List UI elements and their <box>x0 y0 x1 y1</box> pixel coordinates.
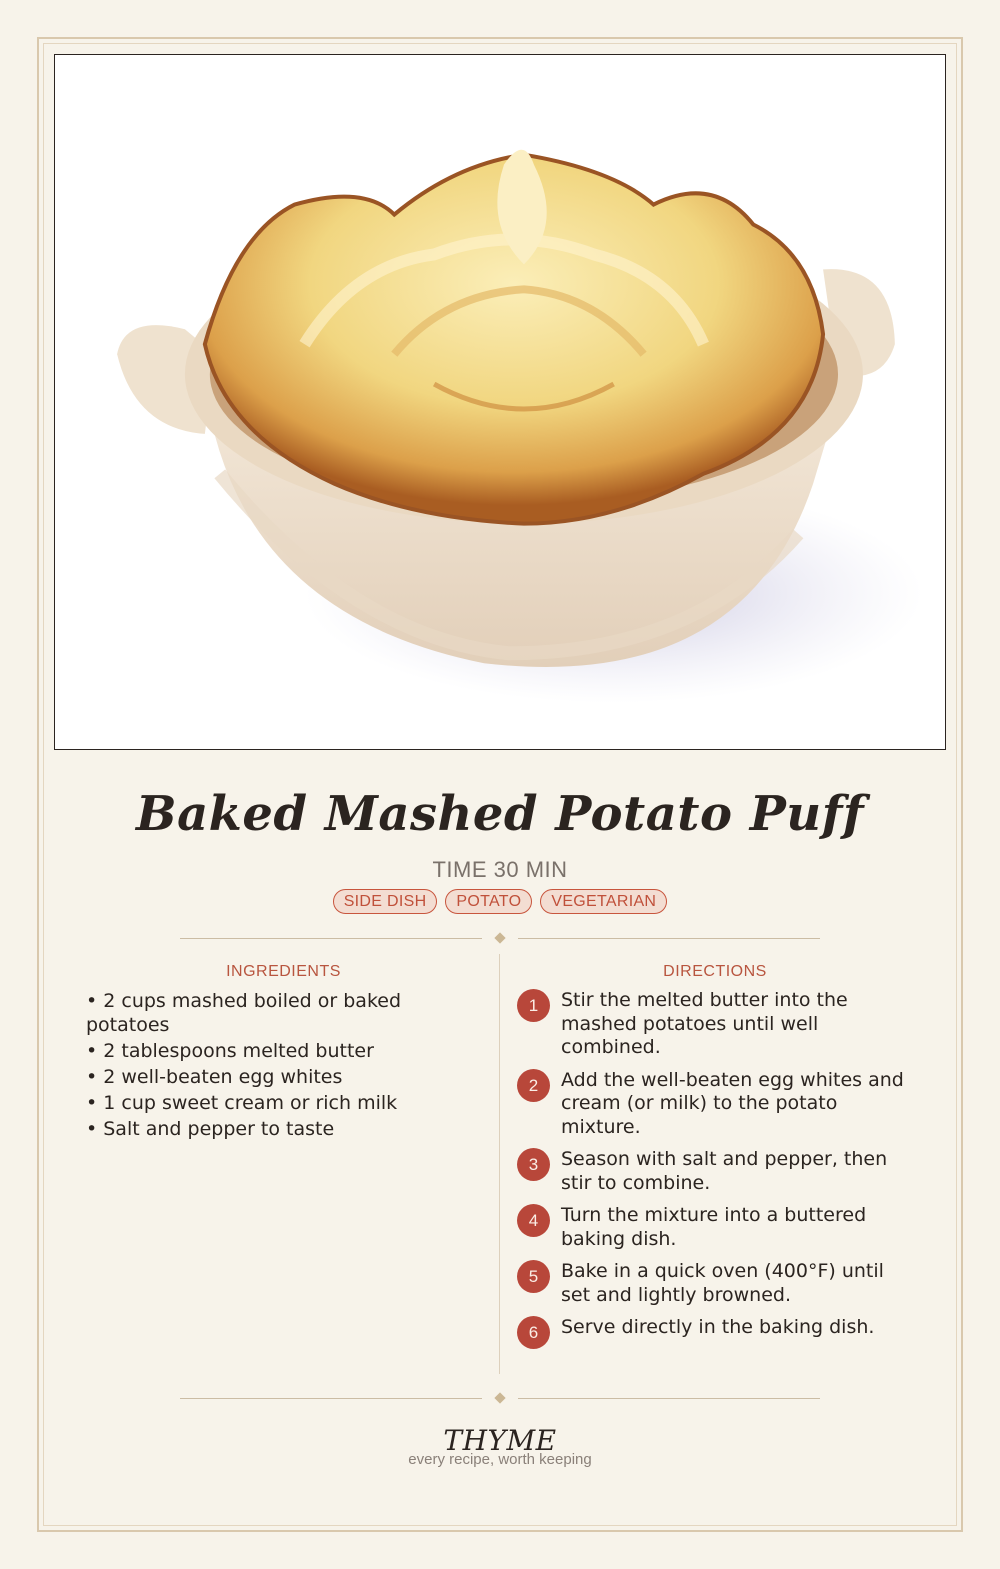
step-text: Season with salt and pepper, then stir to combine. <box>561 1148 888 1194</box>
direction-step <box>517 1069 917 1140</box>
step-number-badge: 6 <box>517 1316 550 1349</box>
tag-potato[interactable]: POTATO <box>445 889 532 914</box>
tag-vegetarian[interactable]: VEGETARIAN <box>540 889 667 914</box>
direction-step <box>517 1204 917 1251</box>
tag-side-dish[interactable]: SIDE DISH <box>333 889 438 914</box>
brand-tagline: every recipe, worth keeping <box>408 1451 592 1468</box>
step-number-badge: 5 <box>517 1260 550 1293</box>
ingredient-item: • 2 tablespoons melted butter <box>86 1039 374 1062</box>
ingredients-list <box>86 990 486 1144</box>
step-number-badge: 4 <box>517 1204 550 1237</box>
step-number-badge: 3 <box>517 1148 550 1181</box>
directions-heading: DIRECTIONS <box>663 963 767 980</box>
tag-list <box>0 889 1000 914</box>
step-text: Stir the melted butter into the mashed potatoes until well combined. <box>561 989 848 1058</box>
direction-step <box>517 1316 917 1340</box>
cook-time: TIME 30 MIN <box>432 857 568 882</box>
step-text: Turn the mixture into a buttered baking dish. <box>561 1204 867 1250</box>
ingredient-item: • Salt and pepper to taste <box>86 1117 335 1140</box>
column-divider <box>499 954 500 1374</box>
direction-step <box>517 1260 917 1307</box>
step-number-badge: 2 <box>517 1069 550 1102</box>
step-text: Bake in a quick oven (400°F) until set and lightly browned. <box>561 1260 884 1306</box>
step-text: Add the well-beaten egg whites and cream (or milk) to the potato mixture. <box>561 1068 904 1138</box>
diamond-ornament-icon <box>494 932 505 943</box>
direction-step <box>517 1148 917 1195</box>
recipe-title: Baked Mashed Potato Puff <box>136 786 864 842</box>
diamond-ornament-icon <box>494 1392 505 1403</box>
section-divider-top <box>180 932 820 944</box>
ingredient-item: • 2 well-beaten egg whites <box>86 1065 343 1088</box>
ingredient-item: • 2 cups mashed boiled or baked potatoes <box>86 990 402 1036</box>
ingredient-item: • 1 cup sweet cream or rich milk <box>86 1091 398 1114</box>
brand-name: THYME <box>443 1424 557 1457</box>
ingredients-heading: INGREDIENTS <box>226 963 341 980</box>
step-number-badge: 1 <box>517 989 550 1022</box>
section-divider-bottom <box>180 1392 820 1404</box>
directions-list <box>517 989 917 1340</box>
recipe-photo <box>54 54 946 750</box>
direction-step <box>517 989 917 1060</box>
step-text: Serve directly in the baking dish. <box>561 1316 875 1338</box>
